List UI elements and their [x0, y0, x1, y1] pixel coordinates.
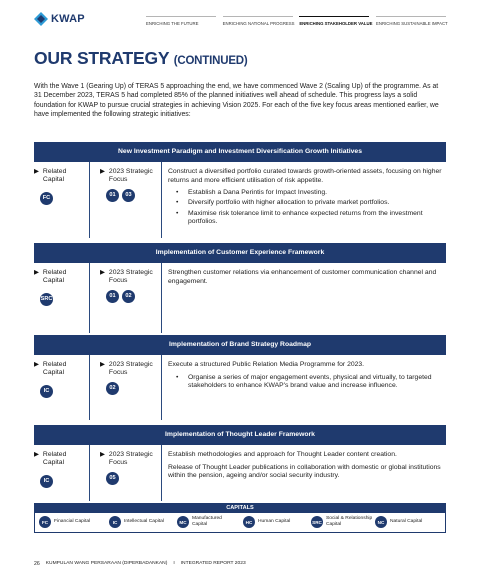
- triangle-bullet-icon: ▶: [100, 269, 105, 276]
- section-description: Execute a structured Public Relation Media Programme for 2023.: [168, 361, 365, 368]
- capital-label: Social & Relationship Capital: [326, 516, 373, 527]
- triangle-bullet-icon: ▶: [34, 361, 39, 368]
- section-description: Establish methodologies and approach for Thought Leader content creation.: [168, 451, 397, 458]
- page-title-main: OUR STRATEGY: [34, 48, 170, 68]
- footer-organisation: KUMPULAN WANG PERSARAAN (DIPERBADANKAN): [45, 561, 168, 566]
- triangle-bullet-icon: ▶: [100, 451, 105, 458]
- list-item: • Maximise risk tolerance limit to enhance expected returns from the investment portfolios.: [176, 210, 446, 227]
- footer-report: INTEGRATED REPORT 2023: [180, 561, 246, 566]
- section-brand-strategy: [34, 335, 446, 420]
- page-title-suffix: (CONTINUED): [173, 55, 248, 67]
- section-heading: Implementation of Customer Experience Framework: [34, 243, 446, 263]
- capital-badge: IC: [40, 385, 53, 398]
- capital-label: Human Capital: [258, 519, 291, 525]
- top-nav: [146, 16, 446, 26]
- page-title: [34, 48, 248, 69]
- capital-badge: SRC: [311, 516, 323, 528]
- focus-badge: 02: [106, 382, 119, 395]
- capital-item-social-relationship: [311, 516, 382, 528]
- nav-item-future[interactable]: ENRICHING THE FUTURE: [146, 16, 216, 26]
- related-capital-label: Related Capital: [42, 451, 67, 467]
- triangle-bullet-icon: ▶: [34, 451, 39, 458]
- kwap-logo: [34, 12, 85, 26]
- list-item: • Establish a Dana Perintis for Impact Investing.: [176, 189, 446, 198]
- capital-item-manufactured: [177, 516, 234, 528]
- strategic-focus-label: 2023 Strategic Focus: [108, 269, 153, 285]
- section-heading: New Investment Paradigm and Investment Diversification Growth Initiatives: [34, 142, 446, 162]
- capital-badge: IC: [109, 516, 121, 528]
- section-customer-experience: [34, 243, 446, 333]
- focus-badge: 02: [122, 290, 135, 303]
- logo-text: KWAP: [51, 13, 85, 25]
- capital-badge: FC: [39, 516, 51, 528]
- capital-item-financial: [39, 516, 96, 528]
- related-capital-label: Related Capital: [42, 361, 67, 377]
- kwap-logo-icon: [34, 12, 48, 26]
- strategic-focus-label: 2023 Strategic Focus: [108, 451, 153, 467]
- triangle-bullet-icon: ▶: [100, 361, 105, 368]
- capital-badge: FC: [40, 192, 53, 205]
- nav-item-national[interactable]: ENRICHING NATIONAL PROGRESS: [223, 16, 293, 26]
- list-item: • Organise a series of major engagement events, physical and virtually, to targeted stakeholders to enhance KWAP's brand value and increase influence.: [176, 374, 446, 391]
- related-capital-label: Related Capital: [42, 269, 67, 285]
- focus-badge: 01: [106, 189, 119, 202]
- section-heading: Implementation of Thought Leader Framework: [34, 425, 446, 445]
- section-thought-leader: [34, 425, 446, 501]
- capital-label: Natural Capital: [390, 519, 423, 525]
- capital-item-natural: [375, 516, 432, 528]
- section-description: Strengthen customer relations via enhancement of customer communication channel and engagement.: [168, 269, 437, 285]
- capital-label: Intellectual Capital: [124, 519, 164, 525]
- capitals-legend: [34, 503, 446, 533]
- intro-paragraph: With the Wave 1 (Gearing Up) of TERAS 5 approaching the end, we have commenced Wave 2 (Scaling Up) of the programme. As at 31 December 2023, TERAS 5 had completed 85% of the planned initiatives well ahead of schedule. This progress lays a solid foundation for KWAP to pursue crucial strategies in achieving Vision 2025. For each of the five key focus areas mentioned earlier, we have implemented the following strategic initiatives:: [34, 83, 439, 118]
- capital-badge: NC: [375, 516, 387, 528]
- capital-item-human: [243, 516, 300, 528]
- strategic-focus-label: 2023 Strategic Focus: [108, 361, 153, 377]
- section-investment-paradigm: [34, 142, 446, 238]
- capitals-heading: CAPITALS: [35, 504, 445, 513]
- section-heading: Implementation of Brand Strategy Roadmap: [34, 335, 446, 355]
- related-capital-label: Related Capital: [42, 168, 67, 184]
- page-footer: [34, 561, 246, 567]
- bullet-list: [176, 374, 446, 391]
- strategic-focus-label: 2023 Strategic Focus: [108, 168, 153, 184]
- focus-badge: 01: [106, 290, 119, 303]
- list-item: • Diversify portfolio with higher allocation to private market portfolios.: [176, 199, 446, 208]
- capital-badge: MC: [177, 516, 189, 528]
- capital-label: Manufactured Capital: [192, 516, 222, 527]
- page-number: 26: [34, 561, 40, 567]
- capital-badge: IC: [40, 475, 53, 488]
- bullet-list: [176, 189, 446, 227]
- nav-item-sustainable[interactable]: ENRICHING SUSTAINABLE IMPACT: [376, 16, 446, 26]
- section-description: Construct a diversified portfolio curated towards growth-oriented assets, focusing on higher returns and more efficient utilisation of risk appetite.: [168, 168, 442, 184]
- capital-label: Financial Capital: [54, 519, 91, 525]
- triangle-bullet-icon: ▶: [34, 168, 39, 175]
- focus-badge: 03: [122, 189, 135, 202]
- capital-badge: SRC: [40, 293, 53, 306]
- focus-badge: 05: [106, 472, 119, 485]
- footer-separator: I: [173, 561, 175, 566]
- capital-item-intellectual: [109, 516, 166, 528]
- section-description: Release of Thought Leader publications in collaboration with domestic or global institutions within the pension, ageing and/or social security industry.: [168, 463, 441, 480]
- nav-item-stakeholder[interactable]: ENRICHING STAKEHOLDER VALUE: [299, 16, 369, 26]
- triangle-bullet-icon: ▶: [34, 269, 39, 276]
- triangle-bullet-icon: ▶: [100, 168, 105, 175]
- capital-badge: HC: [243, 516, 255, 528]
